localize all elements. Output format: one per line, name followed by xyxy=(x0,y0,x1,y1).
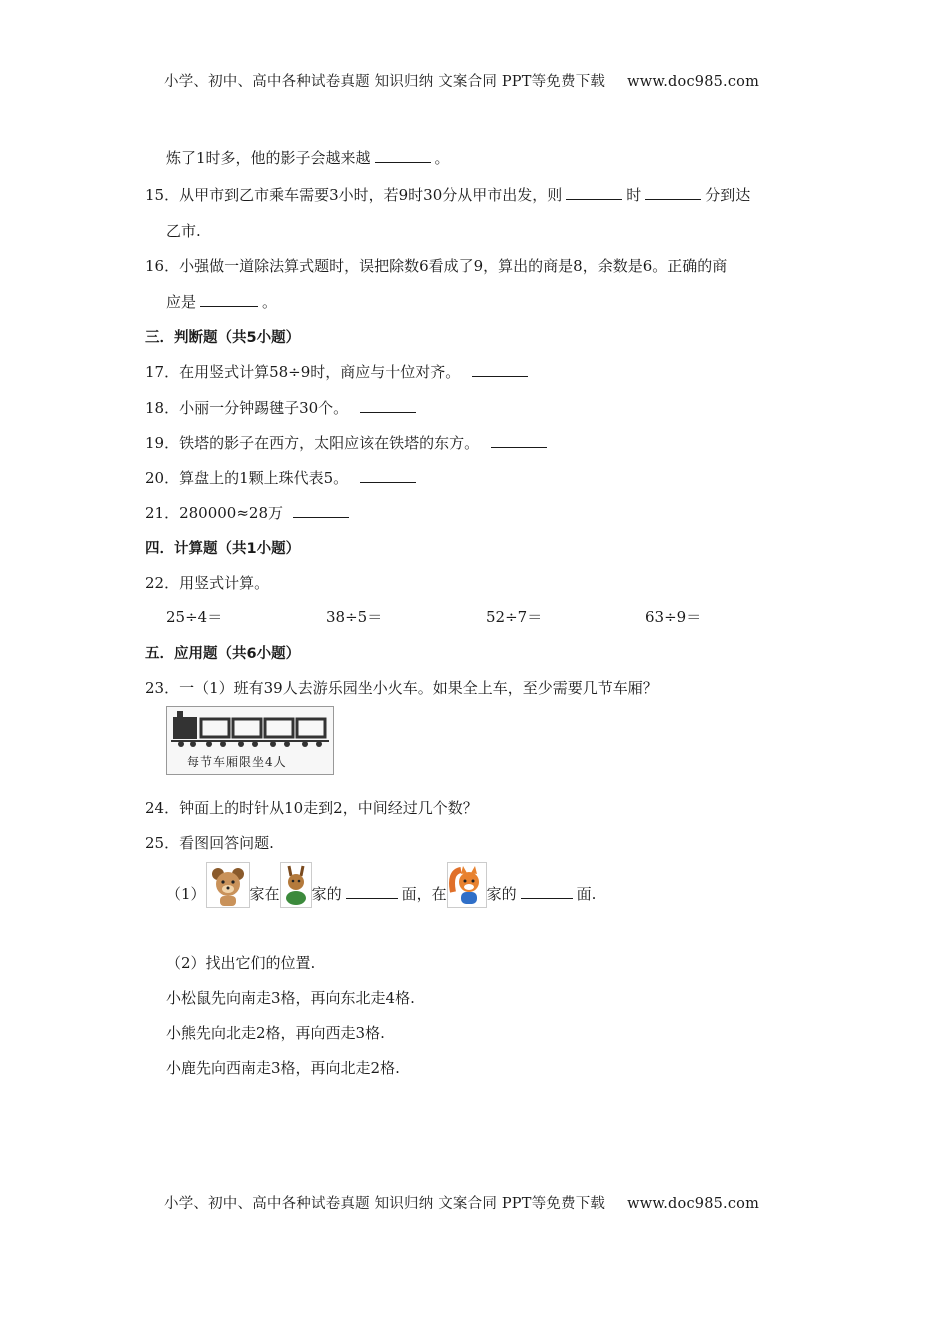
question-25: 25．看图回答问题. xyxy=(145,834,274,852)
answer-blank[interactable] xyxy=(472,362,528,377)
deer-icon xyxy=(280,862,312,928)
section-heading-calculation: 四．计算题（共1小题） xyxy=(145,541,301,557)
question-23: 23．一（1）班有39人去游乐园坐小火车。如果全上车，至少需要几节车厢？ xyxy=(145,679,658,697)
question-15-cont: 乙市. xyxy=(166,222,201,240)
answer-blank-hour[interactable] xyxy=(566,185,622,200)
section-heading-judgement: 三．判断题（共5小题） xyxy=(145,330,301,346)
instruction-line: 小鹿先向西南走3格，再向北走2格. xyxy=(166,1059,400,1077)
answer-blank[interactable] xyxy=(293,503,349,518)
question-25-part-2: （2）找出它们的位置. xyxy=(166,954,316,972)
question-16-cont: 应是 。 xyxy=(166,293,278,311)
header-url: www.doc985.com xyxy=(627,74,760,90)
answer-blank[interactable] xyxy=(200,292,258,307)
question-15: 15．从甲市到乙市乘车需要3小时，若9时30分从甲市出发，则 时 分到达 xyxy=(145,186,751,204)
train-icon xyxy=(167,707,333,751)
answer-blank[interactable] xyxy=(360,398,416,413)
question-24: 24．钟面上的时针从10走到2，中间经过几个数？ xyxy=(145,799,478,817)
answer-blank-minute[interactable] xyxy=(645,185,701,200)
q14-continuation: 炼了1时多，他的影子会越来越 。 xyxy=(166,149,450,167)
answer-blank[interactable] xyxy=(375,148,431,163)
answer-blank[interactable] xyxy=(360,468,416,483)
squirrel-icon xyxy=(447,862,487,928)
question-19: 19．铁塔的影子在西方，太阳应该在铁塔的东方。 xyxy=(145,432,551,453)
calc-item: 25÷4＝ xyxy=(166,608,223,626)
question-17: 17．在用竖式计算58÷9时，商应与十位对齐。 xyxy=(145,361,532,382)
question-22: 22．用竖式计算。 xyxy=(145,574,270,592)
footer-text: 小学、初中、高中各种试卷真题 知识归纳 文案合同 PPT等免费下载 xyxy=(164,1196,606,1212)
header-text: 小学、初中、高中各种试卷真题 知识归纳 文案合同 PPT等免费下载 xyxy=(164,74,606,90)
question-20: 20．算盘上的1颗上珠代表5。 xyxy=(145,467,420,488)
instruction-line: 小松鼠先向南走3格，再向东北走4格. xyxy=(166,989,415,1007)
question-18: 18．小丽一分钟踢毽子30个。 xyxy=(145,397,420,418)
answer-blank[interactable] xyxy=(491,433,547,448)
train-caption: 每节车厢限坐4人 xyxy=(187,755,287,769)
answer-blank-direction[interactable] xyxy=(346,884,398,899)
instruction-line: 小熊先向北走2格，再向西走3格. xyxy=(166,1024,385,1042)
section-heading-application: 五．应用题（共6小题） xyxy=(145,646,301,662)
page-footer xyxy=(164,1192,759,1213)
answer-blank-direction[interactable] xyxy=(521,884,573,899)
bear-icon xyxy=(206,862,250,928)
page-header xyxy=(164,70,759,91)
question-16: 16．小强做一道除法算式题时，误把除数6看成了9，算出的商是8，余数是6。正确的商 xyxy=(145,257,728,275)
footer-url: www.doc985.com xyxy=(627,1196,760,1212)
question-21: 21．280000≈28万 xyxy=(145,502,353,523)
calc-item: 52÷7＝ xyxy=(486,608,543,626)
question-25-part-1: （1） 家在 家的 面，在 家的 面. xyxy=(166,862,596,912)
calc-item: 63÷9＝ xyxy=(645,608,702,626)
calc-item: 38÷5＝ xyxy=(326,608,383,626)
train-figure xyxy=(166,706,334,775)
